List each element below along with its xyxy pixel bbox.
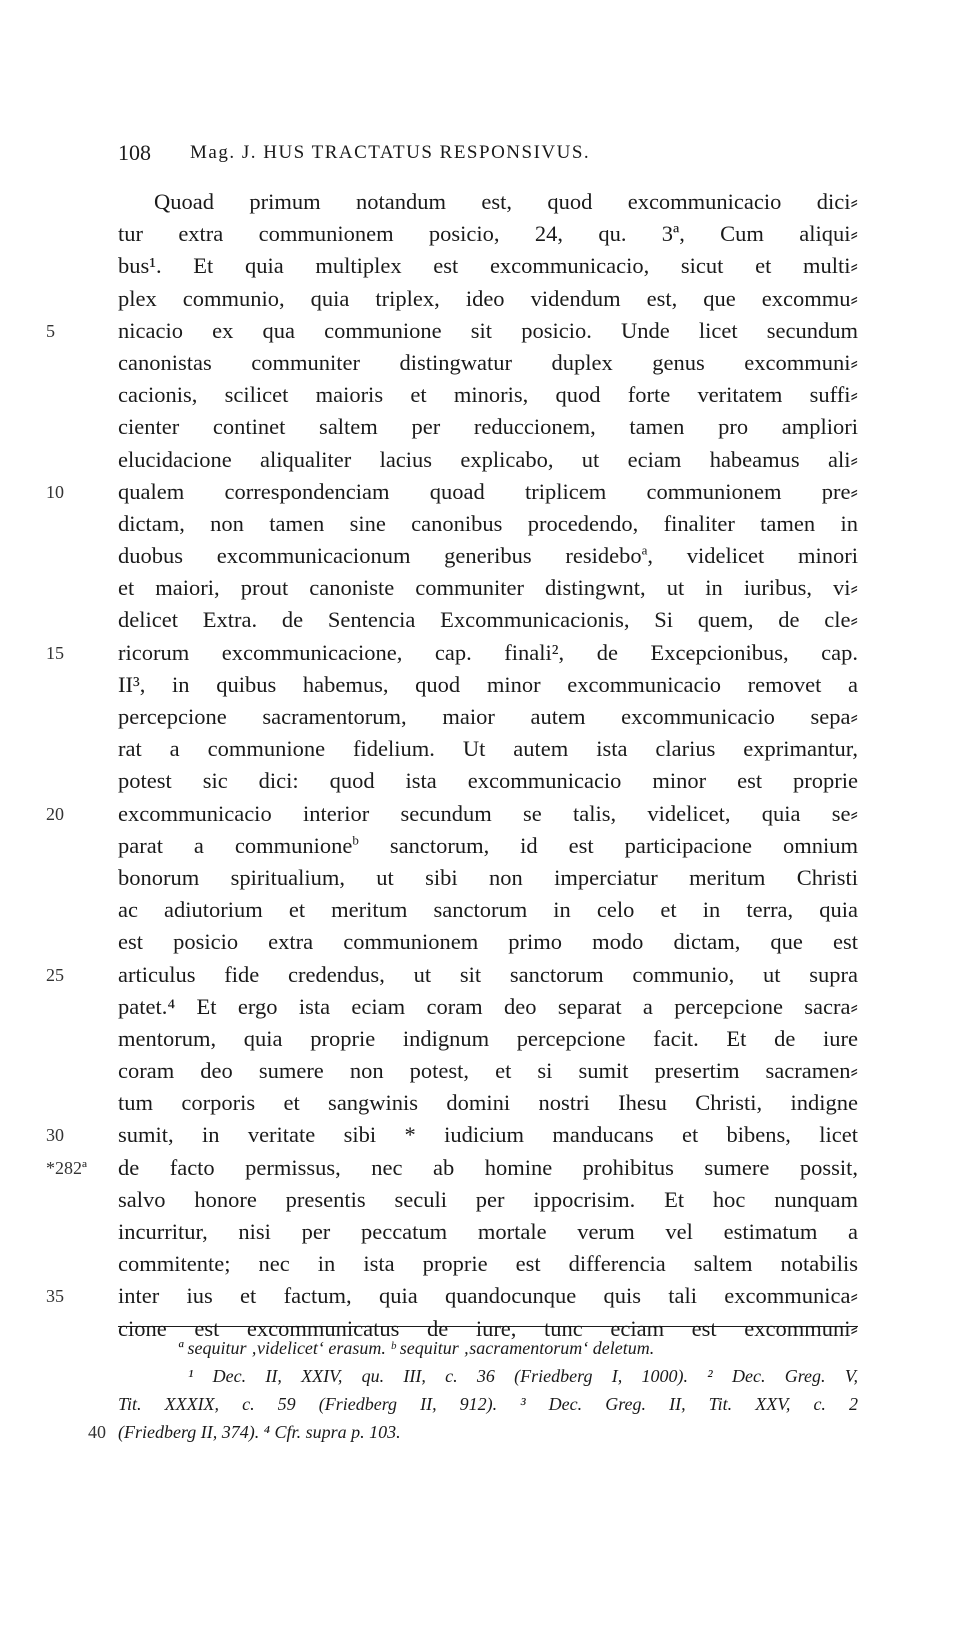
line-text: elucidacione aliqualiter lacius explicabo, ut eciam habeamus ali⸗ — [118, 446, 858, 472]
page-header — [118, 136, 858, 170]
line-text: Quoad primum notandum est, quod excommunicacio dici⸗ — [154, 189, 858, 214]
text-line — [46, 476, 858, 508]
line-number: 40 — [88, 1422, 106, 1442]
line-number: *282ª — [46, 1157, 87, 1178]
text-line — [118, 508, 858, 540]
line-number: 15 — [46, 642, 64, 663]
line-text: duobus excommunicacionum generibus residebo$^a$, videlicet minori — [118, 542, 858, 569]
line-text: excommunicacio interior secundum se talis, videlicet, quia se⸗ — [118, 800, 858, 826]
line-text: potest sic dici: quod ista excommunicacio minor est proprie — [118, 768, 858, 794]
text-line — [118, 830, 858, 862]
text-line — [46, 798, 858, 830]
line-text: inter ius et factum, quia quandocunque quis tali excommunica⸗ — [118, 1283, 858, 1309]
line-text: bonorum spiritualium, ut sibi non imperciatur meritum Christi — [118, 864, 858, 890]
line-text: parat a communione$^b$ sanctorum, id est participacione omnium — [118, 832, 858, 858]
text-line — [118, 765, 858, 797]
line-text: rat a communione fidelium. Ut autem ista clarius exprimantur, — [118, 736, 858, 762]
footnote-text: ¹ Dec. II, XXIV, qu. III, c. 36 (Friedberg I, 1000). ² Dec. Greg. V, — [188, 1366, 858, 1386]
line-number: 20 — [46, 803, 64, 824]
text-line — [118, 701, 858, 733]
text-line — [46, 1152, 858, 1184]
line-number: 30 — [46, 1125, 64, 1146]
text-line — [118, 926, 858, 958]
text-line — [118, 347, 858, 379]
line-text: de facto permissus, nec ab homine prohibitus sumere possit, — [118, 1154, 858, 1180]
text-line — [118, 379, 858, 411]
footnote-line — [118, 1362, 858, 1390]
text-line — [118, 283, 858, 315]
line-text: commitente; nec in ista proprie est differencia saltem notabilis — [118, 1251, 858, 1277]
line-text: cione est excommunicatus de iure, tunc eciam est excommuni⸗ — [118, 1315, 858, 1341]
line-text: incurritur, nisi per peccatum mortale verum vel estimatum a — [118, 1219, 858, 1244]
footnote-line — [118, 1390, 858, 1418]
line-number: 25 — [46, 964, 64, 985]
text-line — [118, 991, 858, 1023]
line-text: tum corporis et sangwinis domini nostri Ihesu Christi, indigne — [118, 1090, 858, 1116]
running-head: Mag. J. HUS TRACTATUS RESPONSIVUS. — [190, 142, 591, 163]
line-text: cacionis, scilicet maioris et minoris, quod forte veritatem suffi⸗ — [118, 382, 858, 408]
line-text: articulus fide credendus, ut sit sanctorum communio, ut supra — [118, 961, 858, 987]
line-text: ricorum excommunicacione, cap. finali², de Excepcionibus, cap. — [118, 639, 858, 665]
line-text: dictam, non tamen sine canonibus procedendo, finaliter tamen in — [118, 510, 858, 536]
text-line — [118, 862, 858, 894]
text-line — [118, 540, 858, 572]
text-line — [118, 1055, 858, 1087]
line-text: nicacio ex qua communione sit posicio. Unde licet secundum — [118, 317, 858, 343]
text-line — [46, 637, 858, 669]
text-line — [118, 218, 858, 250]
line-text: et maiori, prout canoniste communiter distingwnt, ut in iuribus, vi⸗ — [118, 575, 858, 601]
line-text: percepcione sacramentorum, maior autem excommunicacio sepa⸗ — [118, 704, 858, 729]
text-line — [118, 1184, 858, 1216]
line-number: 35 — [46, 1286, 64, 1307]
text-line — [118, 444, 858, 476]
footnote-text: (Friedberg II, 374). ⁴ Cfr. supra p. 103. — [118, 1422, 401, 1442]
text-line — [118, 572, 858, 604]
line-text: patet.⁴ Et ergo ista eciam coram deo separat a percepcione sacra⸗ — [118, 993, 858, 1019]
line-text: coram deo sumere non potest, et si sumit presertim sacramen⸗ — [118, 1058, 858, 1084]
footnote-text: Tit. XXXIX, c. 59 (Friedberg II, 912). ³ Dec. Greg. II, Tit. XXV, c. 2 — [118, 1394, 858, 1414]
text-line — [46, 1119, 858, 1151]
line-text: qualem correspondenciam quoad triplicem communionem pre⸗ — [118, 478, 858, 504]
footnotes — [88, 1334, 858, 1446]
text-line — [118, 250, 858, 282]
text-line — [118, 894, 858, 926]
text-line — [118, 733, 858, 765]
line-number: 10 — [46, 481, 64, 502]
footnote-line — [88, 1418, 858, 1446]
line-text: II³, in quibus habemus, quod minor excommunicacio removet a — [118, 671, 858, 697]
text-line — [118, 186, 858, 218]
line-text: mentorum, quia proprie indignum percepcione facit. Et de iure — [118, 1025, 858, 1051]
text-line — [118, 1023, 858, 1055]
text-line — [118, 604, 858, 636]
line-text: salvo honore presentis seculi per ippocrisim. Et hoc nunquam — [118, 1186, 858, 1212]
footnote-text: ª sequitur ‚videlicet‘ erasum. ᵇ sequitur ‚sacramentorum‘ deletum. — [178, 1338, 655, 1358]
text-line — [46, 315, 858, 347]
line-text: sumit, in veritate sibi * iudicium manducans et bibens, licet — [118, 1122, 858, 1148]
line-text: canonistas communiter distingwatur duplex genus excommuni⸗ — [118, 349, 858, 375]
footnote-line — [118, 1334, 858, 1362]
text-line — [118, 411, 858, 443]
text-line — [118, 669, 858, 701]
line-text: plex communio, quia triplex, ideo videndum est, que excommu⸗ — [118, 285, 858, 311]
line-text: est posicio extra communionem primo modo dictam, que est — [118, 929, 858, 955]
line-text: cienter continet saltem per reduccionem, tamen pro ampliori — [118, 414, 858, 440]
footnote-rule — [118, 1326, 858, 1327]
text-line — [118, 1216, 858, 1248]
main-text — [46, 186, 858, 1345]
line-text: bus¹. Et quia multiplex est excommunicacio, sicut et multi⸗ — [118, 253, 858, 279]
text-line — [118, 1248, 858, 1280]
line-number: 5 — [46, 320, 55, 341]
line-text: delicet Extra. de Sentencia Excommunicacionis, Si quem, de cle⸗ — [118, 607, 858, 633]
text-line — [46, 1280, 858, 1312]
text-line — [118, 1087, 858, 1119]
line-text: tur extra communionem posicio, 24, qu. 3ª, Cum aliqui⸗ — [118, 221, 858, 247]
text-line — [46, 959, 858, 991]
line-text: ac adiutorium et meritum sanctorum in celo et in terra, quia — [118, 897, 858, 923]
page-number: 108 — [118, 140, 151, 165]
